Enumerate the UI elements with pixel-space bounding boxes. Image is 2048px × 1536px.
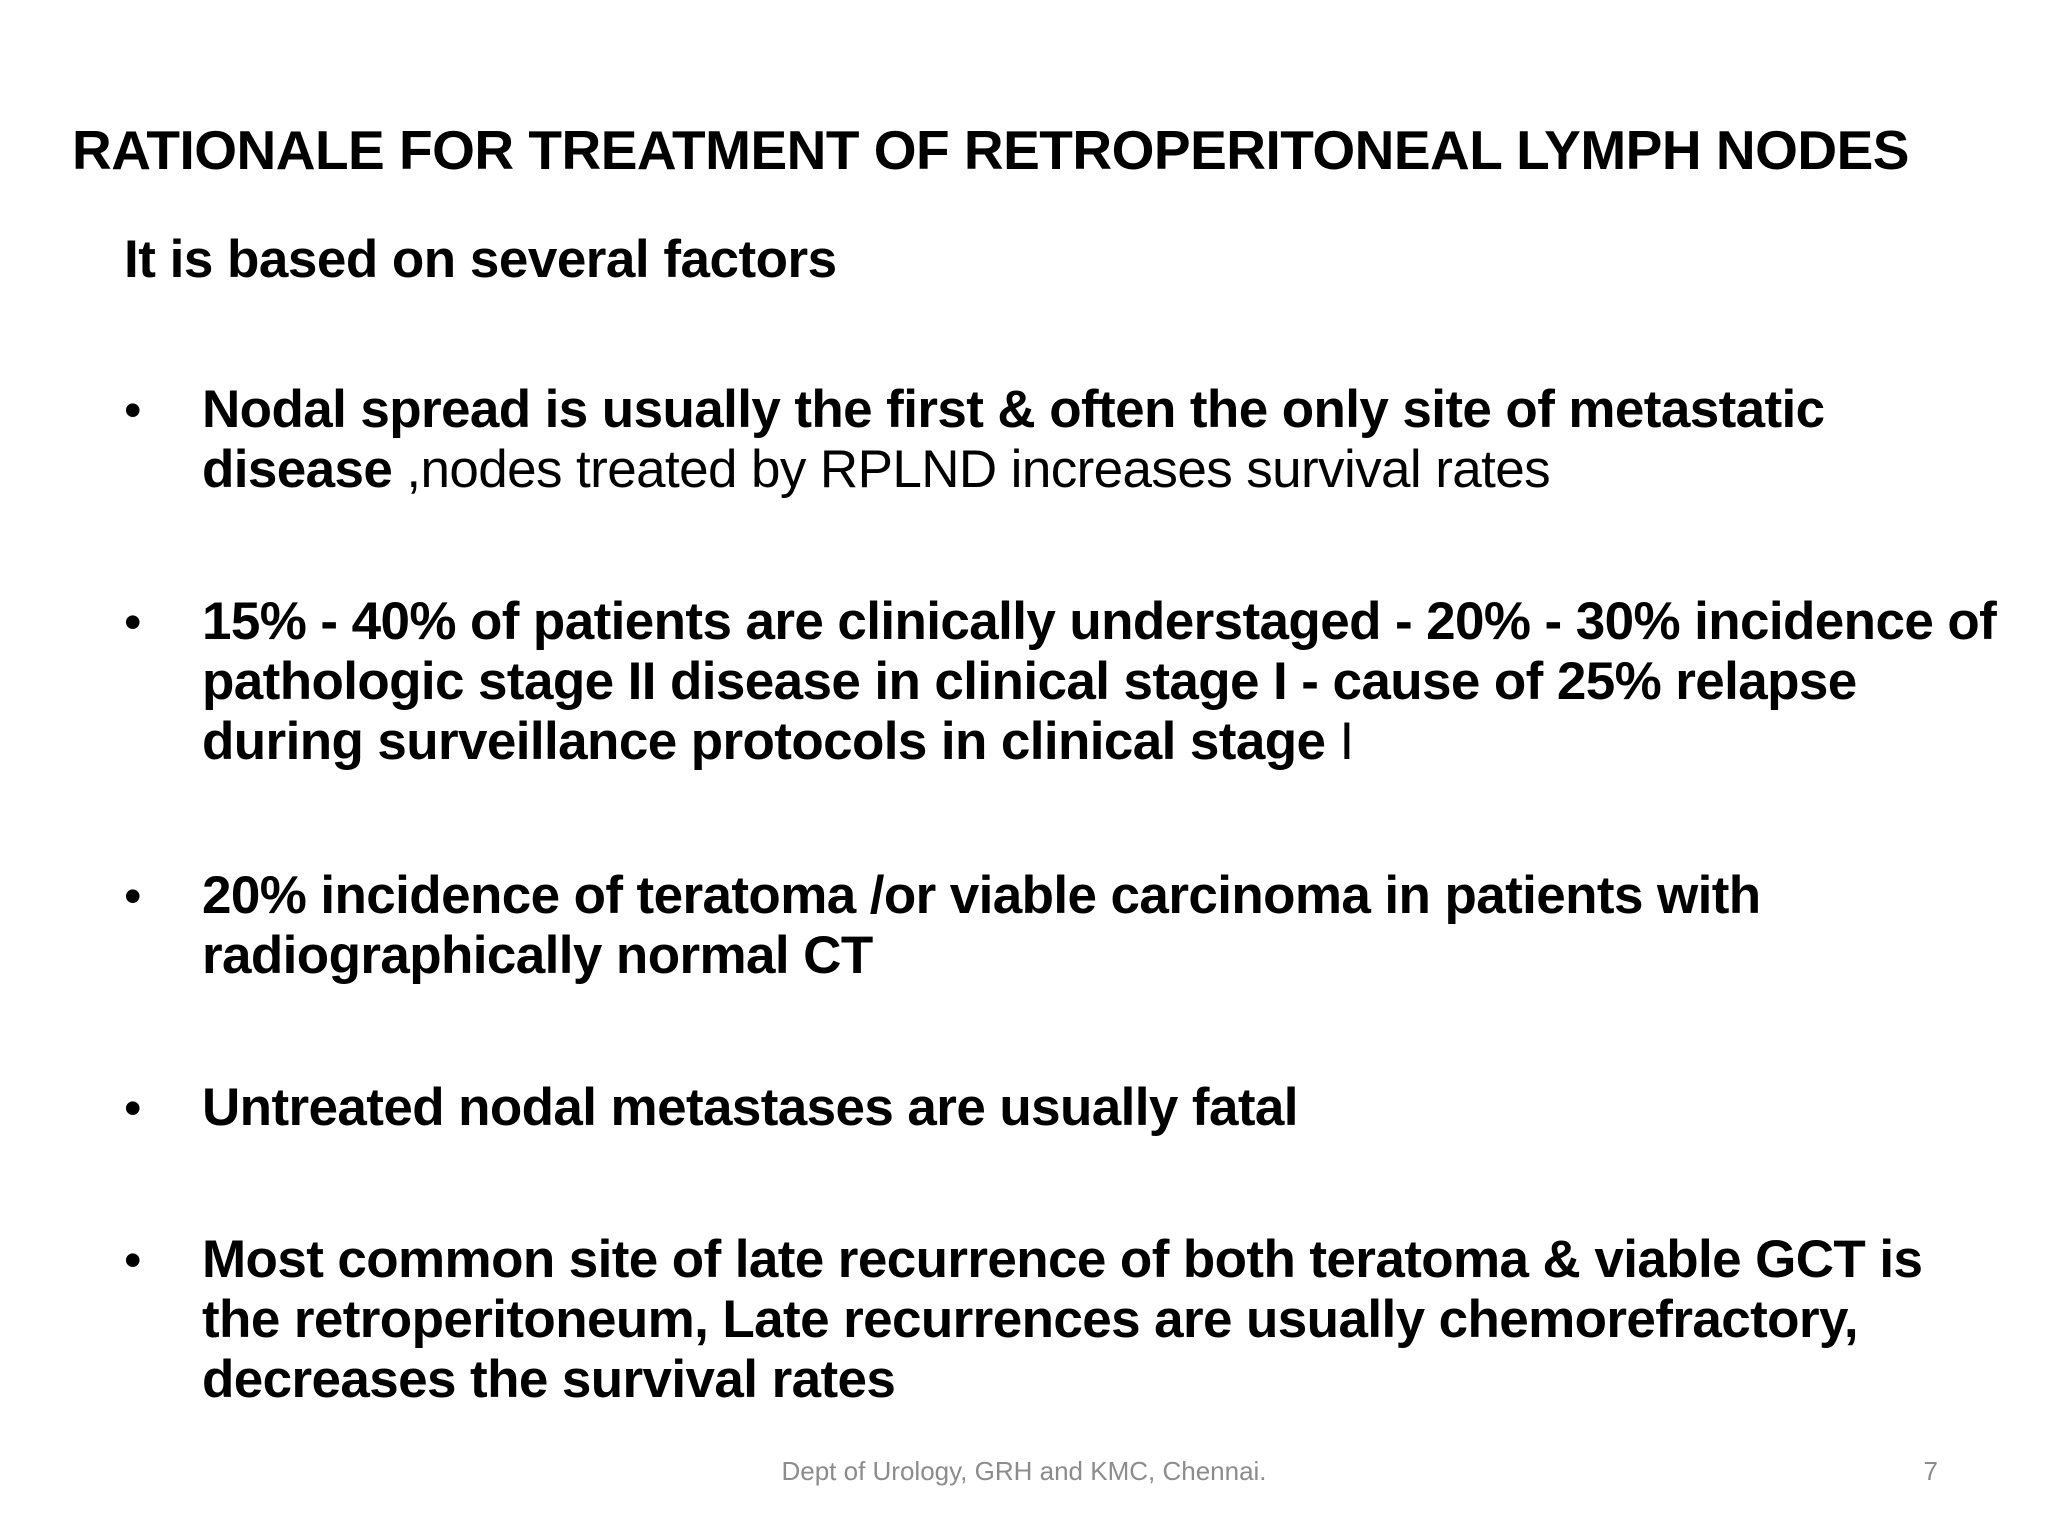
- bullet-normal-text: ,nodes treated by RPLND increases survival rates: [392, 440, 1551, 499]
- bullet-text: [202, 1230, 2002, 1410]
- bullet-dot-icon: •: [124, 1080, 142, 1136]
- page-number: 7: [1923, 1456, 1938, 1486]
- bullet-text: [202, 380, 2002, 500]
- bullet-text: [202, 1078, 2002, 1138]
- bullet-text: [202, 592, 2002, 772]
- bullet-dot-icon: •: [124, 1232, 142, 1288]
- bullet-dot-icon: •: [124, 382, 142, 438]
- slide-subtitle: It is based on several factors: [124, 230, 837, 289]
- bullet-normal-text: I: [1325, 712, 1354, 771]
- bullet-bold-text: 20% incidence of teratoma /or viable carcinoma in patients with radiographically normal CT: [202, 866, 1761, 985]
- slide-title: RATIONALE FOR TREATMENT OF RETROPERITONEAL LYMPH NODES: [72, 119, 1909, 181]
- bullet-dot-icon: •: [124, 594, 142, 650]
- bullet-text: [202, 866, 2002, 986]
- bullet-bold-text: Most common site of late recurrence of both teratoma & viable GCT is the retroperitoneum, Late recurrences are usually chemorefractory, decreases the survival rates: [202, 1230, 1923, 1409]
- bullet-bold-text: Untreated nodal metastases are usually fatal: [202, 1078, 1298, 1137]
- bullet-bold-text: Nodal spread is usually the first & often the only site of metastatic disease: [202, 380, 1825, 499]
- bullet-dot-icon: •: [124, 868, 142, 924]
- slide-footer: Dept of Urology, GRH and KMC, Chennai.: [781, 1456, 1267, 1486]
- bullet-bold-text: 15% - 40% of patients are clinically understaged - 20% - 30% incidence of pathologic stage II disease in clinical stage I - cause of 25% relapse during surveillance protocols in clinical stage: [202, 592, 1997, 771]
